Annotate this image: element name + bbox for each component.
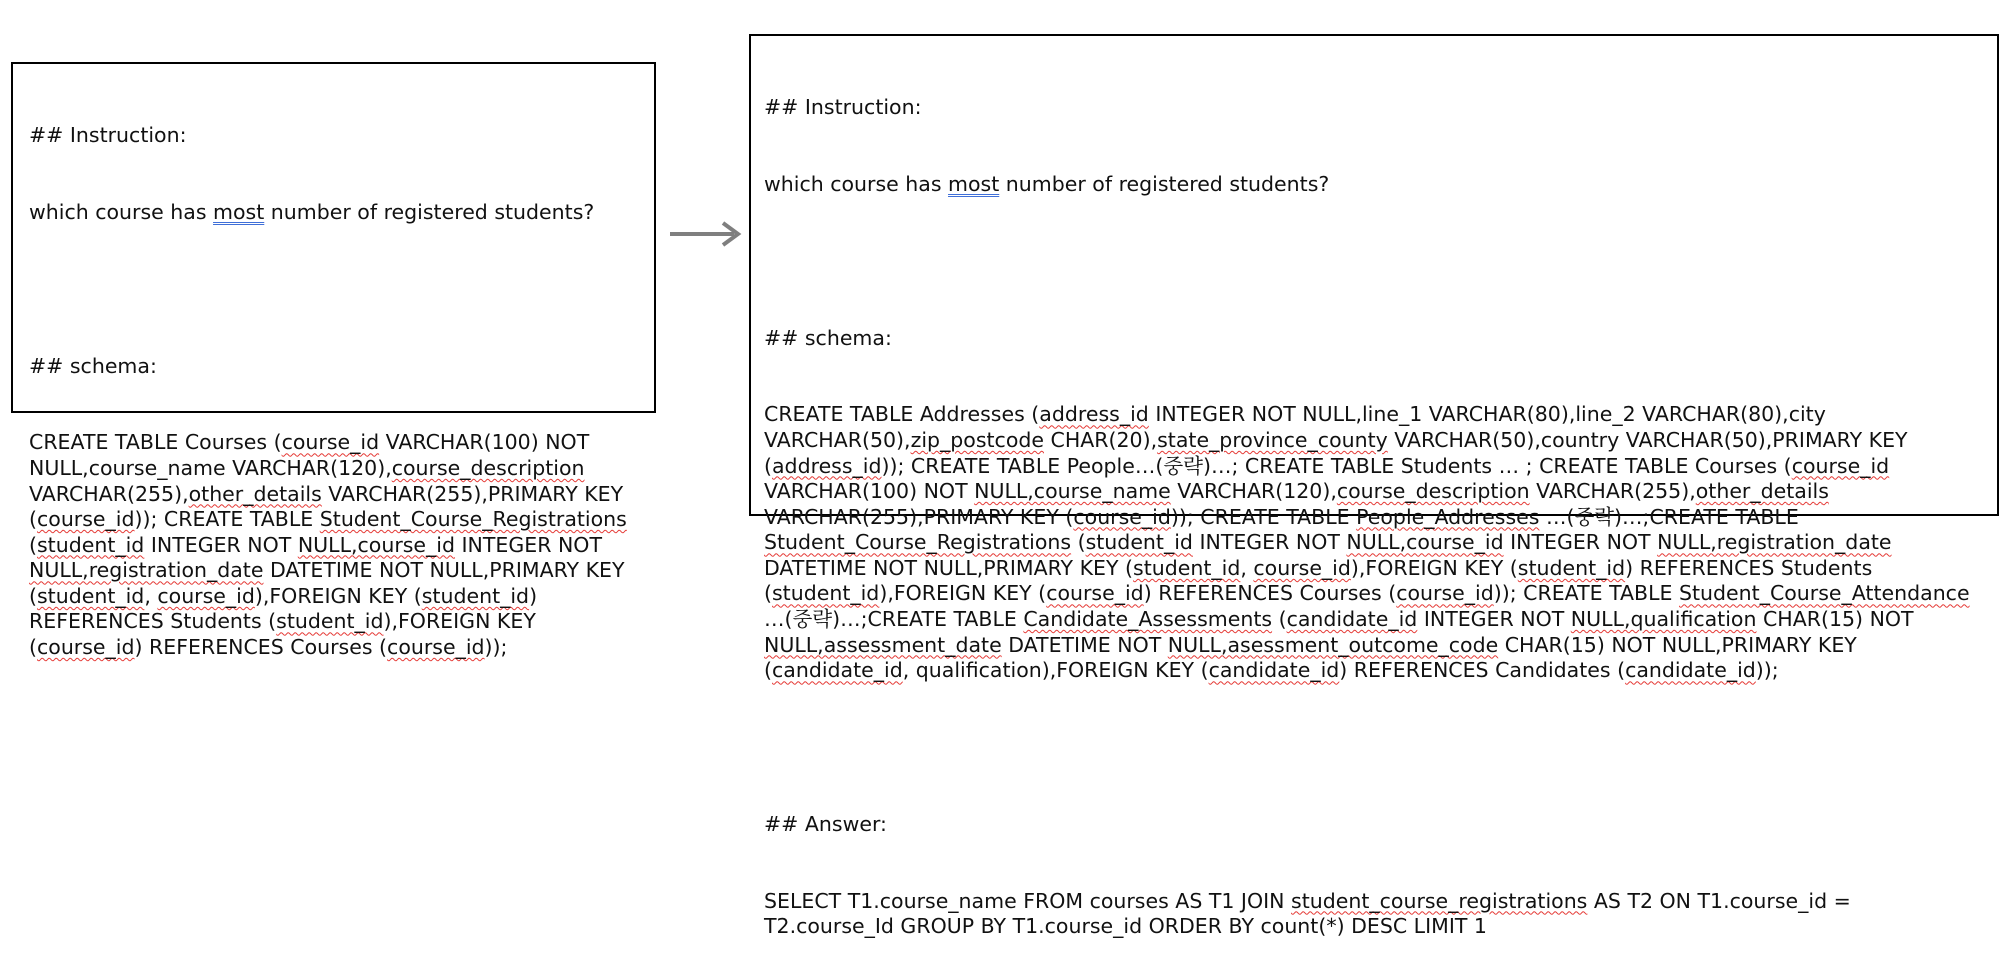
spacer <box>764 735 1985 761</box>
spellcheck-underline: course_id <box>281 430 380 455</box>
spellcheck-underline: zip_postcode <box>910 427 1044 452</box>
instruction-question: which course has most number of registered students? <box>29 199 595 224</box>
spellcheck-underline: address_id <box>772 453 882 478</box>
spellcheck-underline: candidate_id <box>1286 607 1418 632</box>
spellcheck-underline: Student_Course_Registrations <box>319 507 627 532</box>
spellcheck-underline: student_id <box>1133 555 1241 580</box>
spellcheck-underline: candidate_id <box>1625 658 1756 683</box>
grammar-underline: most <box>948 171 1000 196</box>
spellcheck-underline: course_id <box>1396 581 1494 606</box>
spellcheck-underline: Student_Course_Registrations <box>764 530 1072 555</box>
spellcheck-underline: Candidate_Assessments <box>1023 607 1273 632</box>
instruction-heading: ## Instruction: <box>764 95 922 120</box>
spellcheck-underline: student_id <box>772 581 880 606</box>
spellcheck-underline: student_course_registrations <box>1291 888 1588 913</box>
answer-heading: ## Answer: <box>764 811 887 836</box>
spellcheck-underline: course_id <box>157 583 255 608</box>
grammar-underline: most <box>213 199 265 224</box>
spellcheck-underline: NULL,registration_date <box>1657 530 1892 555</box>
instruction-heading: ## Instruction: <box>29 123 187 148</box>
spellcheck-underline: course_id <box>1253 555 1351 580</box>
spellcheck-underline: candidate_id <box>772 658 903 683</box>
spellcheck-underline: course_id <box>1791 453 1890 478</box>
input-prompt-box <box>11 62 656 660</box>
spellcheck-underline: NULL,course_name <box>974 479 1171 504</box>
schema-heading: ## schema: <box>764 325 892 350</box>
spellcheck-underline: state_province_county <box>1157 427 1388 452</box>
spellcheck-underline: address_id <box>1039 402 1149 427</box>
spellcheck-underline: course_id <box>37 635 135 660</box>
spacer <box>764 249 1985 275</box>
spellcheck-underline: other_details <box>1695 479 1829 504</box>
spellcheck-underline: student_id <box>37 532 145 557</box>
spellcheck-underline: course_id <box>1046 581 1144 606</box>
schema-text: CREATE TABLE Addresses (address_id INTEGER NOT NULL,line_1 VARCHAR(80),line_2 VARCHAR(80),city VARCHAR(50),zip_postcode CHAR(20),state_province_county VARCHAR(50),country VARCHAR(50),PRIMARY KEY (address_id)); CREATE TABLE People…(중략)…; CREATE TABLE Students … ; CREATE TABLE Courses (course_id VARCHAR(100) NOT NULL,course_name VARCHAR(120),course_description VARCHAR(255),other_details VARCHAR(255),PRIMARY KEY (course_id)); CREATE TABLE People_Addresses …(중략)…;CREATE TABLE Student_Course_Registrations (student_id INTEGER NOT NULL,course_id INTEGER NOT NULL,registration_date DATETIME NOT NULL,PRIMARY KEY (student_id, course_id),FOREIGN KEY (student_id) REFERENCES Students (student_id),FOREIGN KEY (course_id) REFERENCES Courses (course_id)); CREATE TABLE Student_Course_Attendance …(중략)…;CREATE TABLE Candidate_Assessments (candidate_id INTEGER NOT NULL,qualification CHAR(15) NOT NULL,assessment_date DATETIME NOT NULL,asessment_outcome_code CHAR(15) NOT NULL,PRIMARY KEY (candidate_id, qualification),FOREIGN KEY (candidate_id) REFERENCES Candidates (candidate_id)); <box>764 402 1977 683</box>
spellcheck-underline: student_id <box>37 583 145 608</box>
schema-heading: ## schema: <box>29 353 157 378</box>
instruction-question: which course has most number of registered students? <box>764 171 1330 196</box>
output-prompt-box <box>749 34 1999 939</box>
spellcheck-underline: NULL,asessment_outcome_code <box>1167 632 1499 657</box>
spellcheck-underline: course_description <box>391 455 585 480</box>
spellcheck-underline: student_id <box>1517 555 1626 580</box>
spellcheck-underline: course_id <box>387 635 485 660</box>
answer-sql: SELECT T1.course_name FROM courses AS T1 JOIN student_course_registrations AS T2 ON T1.course_id = T2.course_Id GROUP BY T1.course_id ORDER BY count(*) DESC LIMIT 1 <box>764 888 1858 939</box>
spellcheck-underline: NULL,course_id <box>1346 530 1504 555</box>
spellcheck-underline: Student_Course_Attendance <box>1679 581 1970 606</box>
spellcheck-underline: NULL,course_id <box>297 532 455 557</box>
spellcheck-underline: student_id <box>1085 530 1193 555</box>
spellcheck-underline: other_details <box>188 481 322 506</box>
spellcheck-underline: student_id <box>276 609 384 634</box>
spellcheck-underline: course_id <box>1073 504 1171 529</box>
spellcheck-underline: course_id <box>37 507 135 532</box>
spellcheck-underline: student_id <box>421 583 530 608</box>
schema-text: CREATE TABLE Courses (course_id VARCHAR(100) NOT NULL,course_name VARCHAR(120),course_description VARCHAR(255),other_details VARCHAR(255),PRIMARY KEY (course_id)); CREATE TABLE Student_Course_Registrations (student_id INTEGER NOT NULL,course_id INTEGER NOT NULL,registration_date DATETIME NOT NULL,PRIMARY KEY (student_id, course_id),FOREIGN KEY (student_id) REFERENCES Students (student_id),FOREIGN KEY (course_id) REFERENCES Courses (course_id)); <box>29 430 634 660</box>
spellcheck-underline: candidate_id <box>1208 658 1340 683</box>
spacer <box>29 277 642 303</box>
spellcheck-underline: NULL,qualification <box>1570 607 1757 632</box>
spellcheck-underline: NULL,assessment_date <box>764 632 1002 657</box>
spellcheck-underline: course_description <box>1336 479 1530 504</box>
spellcheck-underline: People_Addresses <box>1356 504 1540 529</box>
right-arrow-icon <box>668 219 744 249</box>
spellcheck-underline: NULL,registration_date <box>29 558 264 583</box>
